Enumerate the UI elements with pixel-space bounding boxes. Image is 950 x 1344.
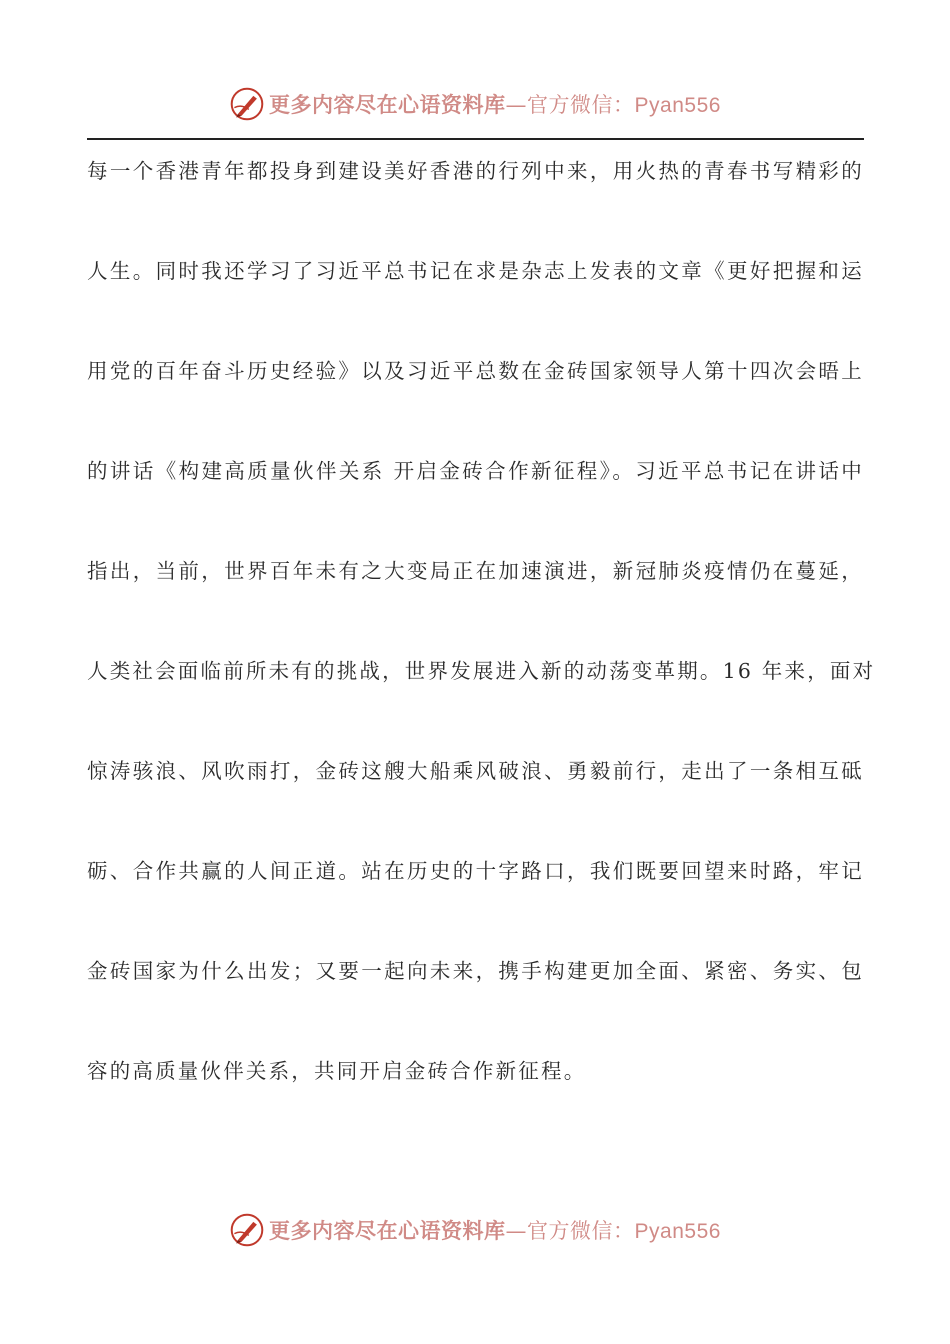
body-line: 容的高质量伙伴关系，共同开启金砖合作新征程。 — [87, 1059, 587, 1083]
body-line: 惊涛骇浪、风吹雨打，金砖这艘大船乘风破浪、勇毅前行，走出了一条相互砥 — [87, 759, 864, 783]
header-wechat-label: 官方微信： — [527, 93, 635, 117]
header-brand: 更多内容尽在心语资料库 — [269, 92, 506, 117]
footer-wechat-label: 官方微信： — [527, 1219, 635, 1243]
body-line: 金砖国家为什么出发；又要一起向未来，携手构建更加全面、紧密、务实、包 — [87, 959, 864, 983]
footer-wechat-id: Pyan556 — [634, 1220, 721, 1243]
header-divider — [87, 138, 864, 140]
body-line: 人生。同时我还学习了习近平总书记在求是杂志上发表的文章《更好把握和运 — [87, 259, 864, 283]
body-line: 的讲话《构建高质量伙伴关系 开启金砖合作新征程》。习近平总书记在讲话中 — [87, 459, 864, 483]
pen-logo-icon — [229, 1212, 265, 1248]
footer-banner-text — [269, 1215, 721, 1245]
footer-brand: 更多内容尽在心语资料库 — [269, 1218, 506, 1243]
header-separator: — — [505, 93, 528, 117]
body-line: 指出，当前，世界百年未有之大变局正在加速演进，新冠肺炎疫情仍在蔓延， — [87, 559, 864, 583]
body-line: 每一个香港青年都投身到建设美好香港的行列中来，用火热的青春书写精彩的 — [87, 159, 864, 183]
body-line: 砺、合作共赢的人间正道。站在历史的十字路口，我们既要回望来时路，牢记 — [87, 859, 864, 883]
footer-banner — [0, 1210, 950, 1250]
pen-logo-icon — [229, 86, 265, 122]
body-line: 用党的百年奋斗历史经验》以及习近平总数在金砖国家领导人第十四次会晤上 — [87, 359, 864, 383]
body-line: 人类社会面临前所未有的挑战，世界发展进入新的动荡变革期。16 年来，面对 — [87, 659, 876, 683]
document-body — [87, 148, 876, 1148]
header-wechat-id: Pyan556 — [634, 94, 721, 117]
header-banner — [0, 84, 950, 124]
footer-separator: — — [505, 1219, 528, 1243]
header-banner-text — [269, 89, 721, 119]
